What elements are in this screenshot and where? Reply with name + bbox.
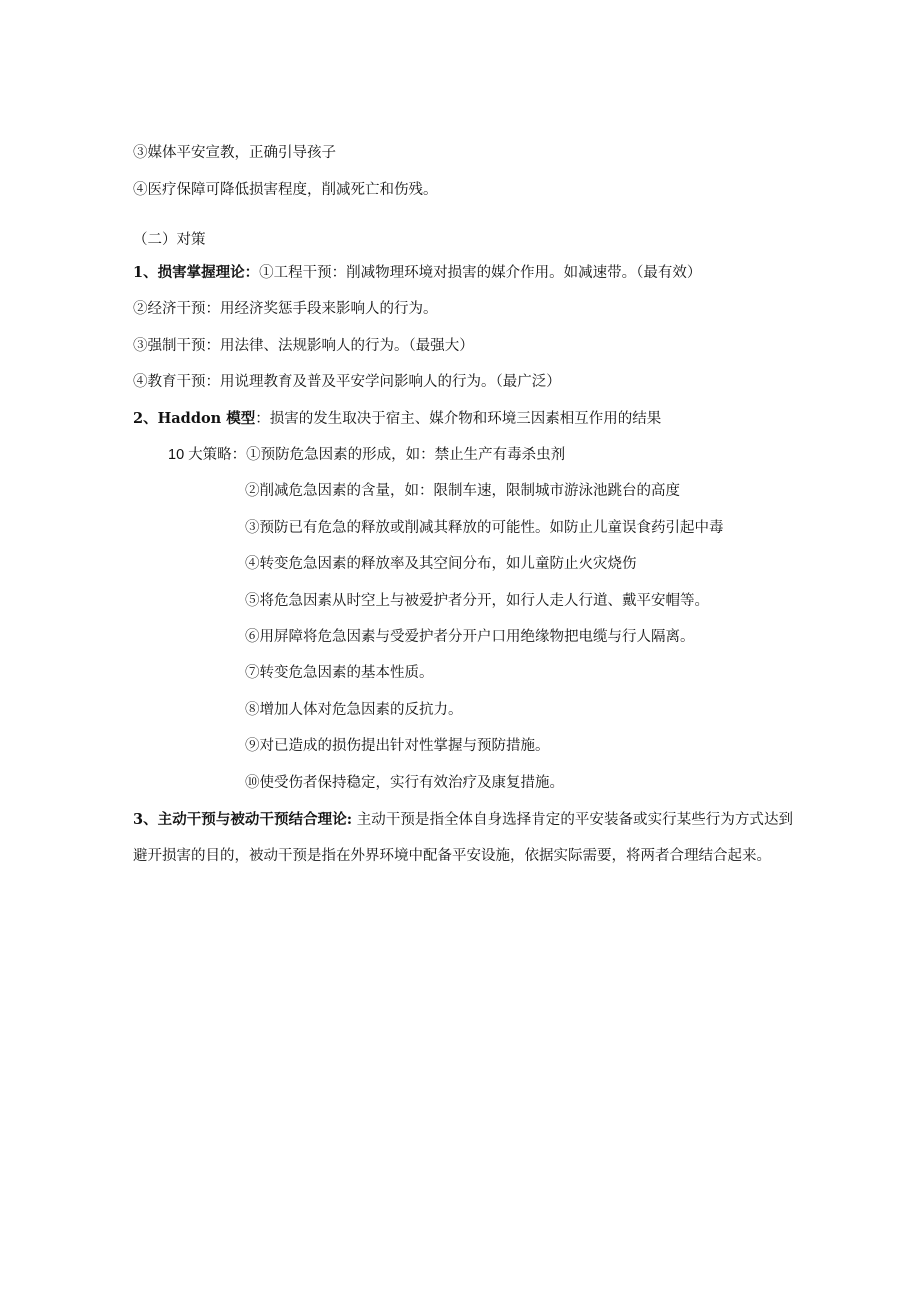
strategy-2: ②削减危急因素的含量，如：限制车速，限制城市游泳池跳台的高度 <box>245 483 680 499</box>
theory-1-line <box>133 263 701 283</box>
strategy-7: ⑦转变危急因素的基本性质。 <box>245 665 434 681</box>
theory-1-item-2: ②经济干预：用经济奖惩手段来影响人的行为。 <box>133 301 438 317</box>
strategy-8: ⑧增加人体对危急因素的反抗力。 <box>245 702 463 718</box>
intro-item-3: ③媒体平安宣教，正确引导孩子 <box>133 145 336 161</box>
strategy-10: ⑩使受伤者保持稳定，实行有效治疗及康复措施。 <box>245 775 564 791</box>
theory-1-heading: 1、损害掌握理论： <box>133 264 260 281</box>
section-title: （二）对策 <box>133 232 206 248</box>
strategies-label: 10 大策略： <box>168 447 247 463</box>
theory-3-text: 主动干预是指全体自身选择肯定的平安装备或实行某些行为方式达到避开损害的目的，被动干预是指在外界环境中配备平安设施，依据实际需要，将两者合理结合起来。 <box>133 812 793 864</box>
strategy-5: ⑤将危急因素从时空上与被爱护者分开，如行人走人行道、戴平安帽等。 <box>245 593 709 609</box>
theory-3-paragraph <box>133 802 793 874</box>
theory-1-text: ①工程干预：削减物理环境对损害的媒介作用。如减速带。（最有效） <box>259 265 702 281</box>
theory-2-line <box>133 409 661 429</box>
strategy-1: ①预防危急因素的形成，如：禁止生产有毒杀虫剂 <box>246 447 566 463</box>
theory-2-heading: 2、Haddon 模型 <box>133 410 256 427</box>
strategy-6: ⑥用屏障将危急因素与受爱护者分开户口用绝缘物把电缆与行人隔离。 <box>245 629 695 645</box>
theory-1-item-4: ④教育干预：用说理教育及普及平安学问影响人的行为。（最广泛） <box>133 374 561 390</box>
strategies-line <box>168 445 565 465</box>
theory-2-text: ：损害的发生取决于宿主、媒介物和环境三因素相互作用的结果 <box>255 411 662 427</box>
strategy-4: ④转变危急因素的释放率及其空间分布，如儿童防止火灾烧伤 <box>245 556 637 572</box>
theory-3-heading: 3、主动干预与被动干预结合理论: <box>133 811 353 828</box>
strategy-3: ③预防已有危急的释放或削减其释放的可能性。如防止儿童误食药引起中毒 <box>245 520 724 536</box>
theory-1-item-3: ③强制干预：用法律、法规影响人的行为。（最强大） <box>133 338 474 354</box>
intro-item-4: ④医疗保障可降低损害程度，削减死亡和伤残。 <box>133 182 438 198</box>
strategy-9: ⑨对已造成的损伤提出针对性掌握与预防措施。 <box>245 738 550 754</box>
